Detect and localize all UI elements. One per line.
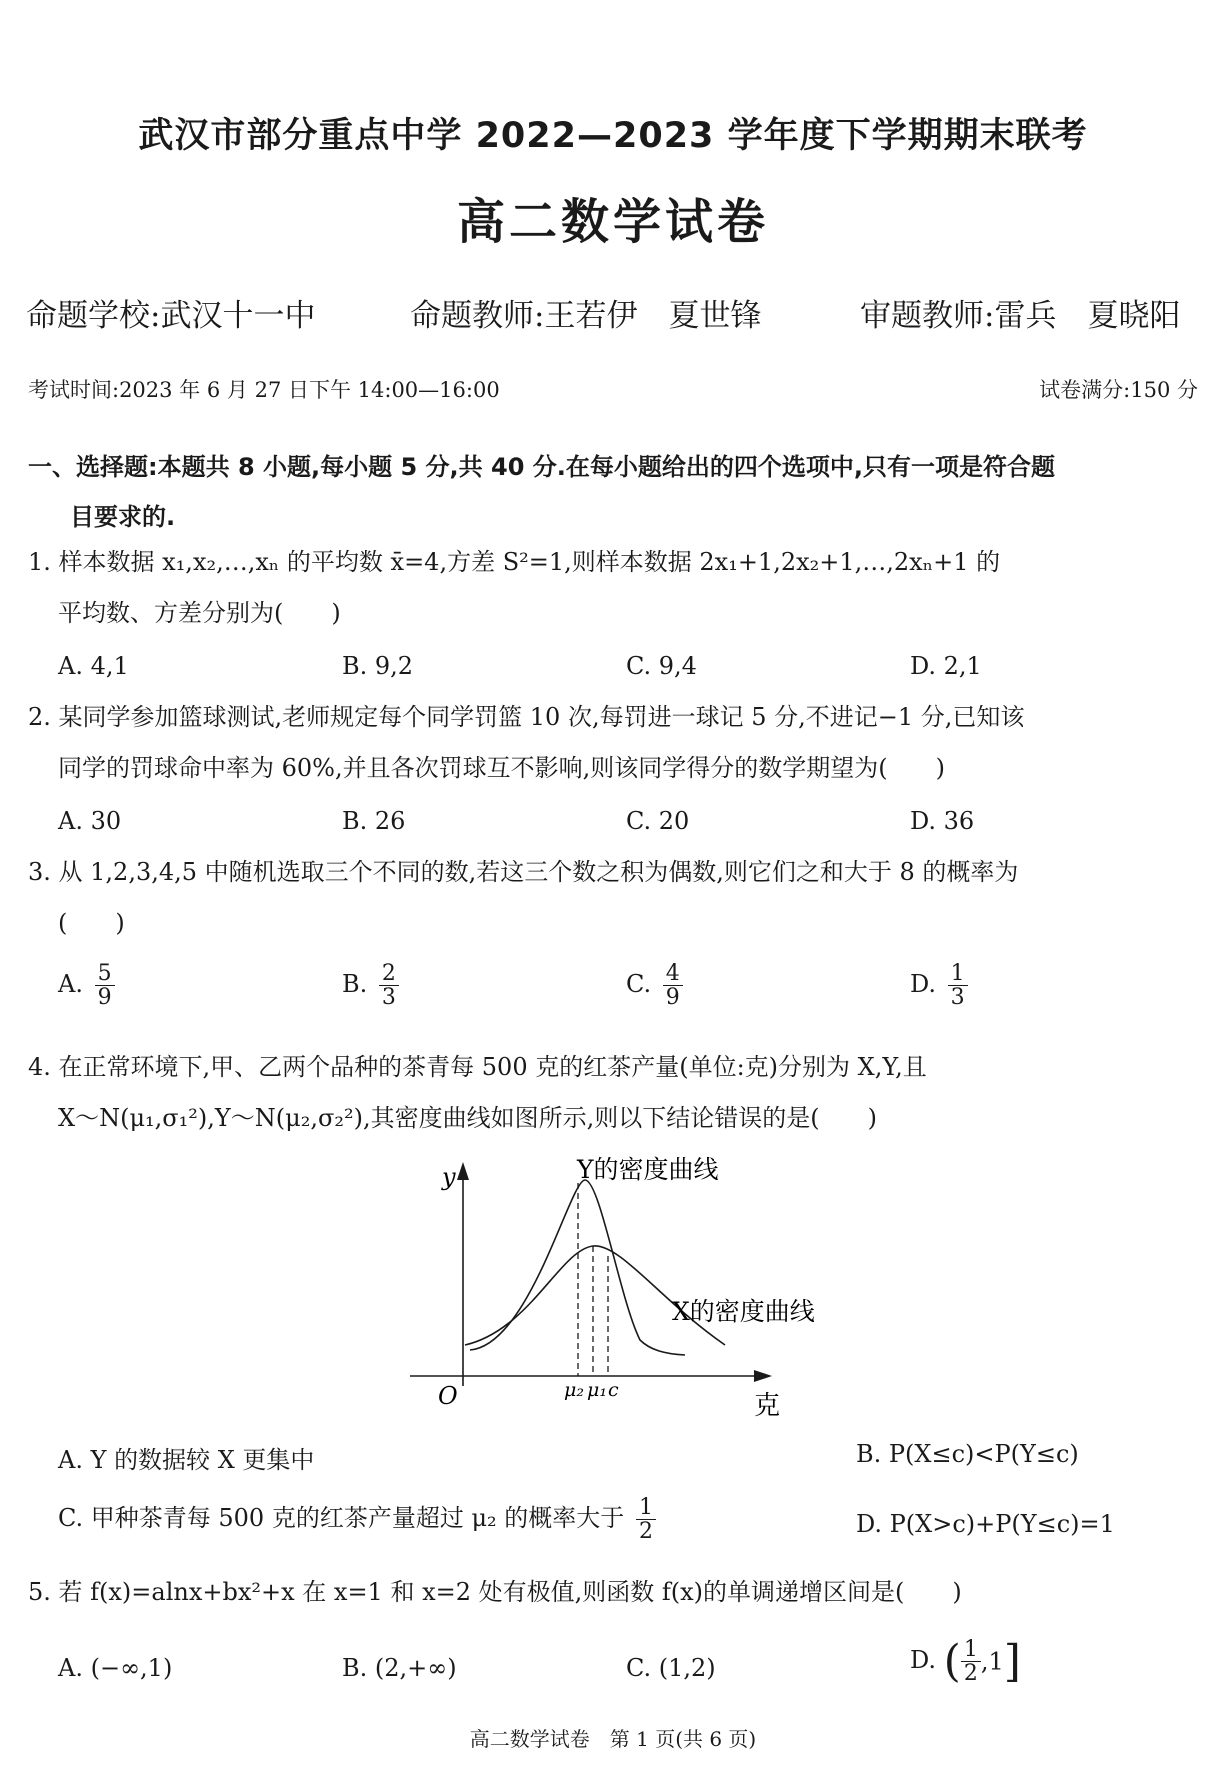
q2-line1: 2. 某同学参加篮球测试,老师规定每个同学罚篮 10 次,每罚进一球记 5 分,不进记−1 分,已知该 [28,703,1025,731]
origin-label: O [438,1382,458,1410]
q2-option-b: B. 26 [342,807,406,835]
q4-option-c-text: C. 甲种茶青每 500 克的红茶产量超过 μ₂ 的概率大于 [58,1504,625,1533]
q3-option-d [910,962,968,1009]
q3-option-d-num: 1 [948,962,968,986]
q3-option-c-num: 4 [663,962,683,986]
q5-option-d-tail: ,1 [980,1647,1004,1676]
density-curves-figure [410,1150,870,1420]
q5-line1: 5. 若 f(x)=alnx+bx²+x 在 x=1 和 x=2 处有极值,则函数 f(x)的单调递增区间是( ) [28,1578,962,1606]
q5-option-d-den: 2 [963,1661,978,1686]
q3-option-a-label: A. [58,970,83,999]
q3-option-d-den: 3 [950,985,965,1011]
q3-option-c-den: 9 [665,985,680,1011]
meta-reviewers: 审题教师:雷兵 夏晓阳 [860,298,1181,334]
q5-option-b: B. (2,+∞) [342,1654,457,1682]
q2-option-a: A. 30 [58,807,122,835]
q4-option-c-num: 1 [636,1496,656,1520]
x-curve-label: X的密度曲线 [672,1297,815,1326]
q3-option-a-den: 9 [97,985,112,1011]
y-curve-label: Y的密度曲线 [577,1155,719,1184]
q3-option-b [342,962,399,1009]
q3-line1: 3. 从 1,2,3,4,5 中随机选取三个不同的数,若这三个数之积为偶数,则它们之和大于 8 的概率为 [28,858,1019,886]
q5-option-d-open-paren: ( [943,1636,961,1687]
q3-option-c-label: C. [626,970,652,999]
y-axis-label: y [442,1163,456,1191]
q3-line2: ( ) [58,909,125,937]
q3-option-b-label: B. [342,970,368,999]
q3-option-a [58,962,115,1009]
tick-mu1: μ₁ [587,1379,607,1401]
q1-line1: 1. 样本数据 x₁,x₂,…,xₙ 的平均数 x̄=4,方差 S²=1,则样本数据 2x₁+1,2x₂+1,…,2xₙ+1 的 [28,548,1001,576]
q5-option-a: A. (−∞,1) [58,1654,173,1682]
y-axis-arrow [457,1162,469,1180]
q1-option-d: D. 2,1 [910,652,982,680]
exam-score: 试卷满分:150 分 [1039,378,1198,402]
q4-option-b: B. P(X≤c)<P(Y≤c) [856,1440,1079,1468]
q2-line2: 同学的罚球命中率为 60%,并且各次罚球互不影响,则该同学得分的数学期望为( ) [58,754,945,782]
exam-subtitle: 高二数学试卷 [456,194,769,250]
q5-option-c: C. (1,2) [626,1654,716,1682]
tick-c: c [608,1379,619,1401]
q1-option-c: C. 9,4 [626,652,697,680]
q1-line2: 平均数、方差分别为( ) [58,599,341,627]
q3-option-a-num: 5 [95,962,115,986]
q5-option-d-label: D. [910,1646,937,1674]
q4-line2: X～N(μ₁,σ₁²),Y～N(μ₂,σ₂²),其密度曲线如图所示,则以下结论错误的是( ) [58,1104,877,1132]
q3-option-c [626,962,683,1009]
q4-option-d: D. P(X>c)+P(Y≤c)=1 [856,1510,1115,1538]
x-axis-label: 克 [754,1391,781,1420]
q3-option-d-fraction [948,962,968,1009]
q3-option-b-den: 3 [381,985,396,1011]
q3-option-a-fraction [95,962,115,1009]
exam-title: 武汉市部分重点中学 2022—2023 学年度下学期期末联考 [138,116,1088,156]
q2-option-d: D. 36 [910,807,975,835]
q3-option-d-label: D. [910,970,937,999]
section-heading-line1: 一、选择题:本题共 8 小题,每小题 5 分,共 40 分.在每小题给出的四个选项中,只有一项是符合题 [28,453,1055,481]
q3-option-b-num: 2 [379,962,399,986]
q4-option-a: A. Y 的数据较 X 更集中 [58,1446,315,1474]
q5-option-d-close-bracket: ] [1003,1636,1021,1687]
meta-school: 命题学校:武汉十一中 [26,298,316,334]
q2-option-c: C. 20 [626,807,690,835]
q4-option-c-den: 2 [638,1519,653,1545]
section-heading-line2: 目要求的. [70,503,176,531]
tick-mu2: μ₂ [564,1379,584,1401]
q4-line1: 4. 在正常环境下,甲、乙两个品种的茶青每 500 克的红茶产量(单位:克)分别为 X,Y,且 [28,1053,927,1081]
q5-option-d-fraction [961,1638,981,1685]
q1-option-b: B. 9,2 [342,652,414,680]
exam-time: 考试时间:2023 年 6 月 27 日下午 14:00—16:00 [28,378,500,402]
q3-option-b-fraction [379,962,399,1009]
q4-option-c-fraction [636,1496,656,1543]
meta-teachers: 命题教师:王若伊 夏世锋 [410,298,762,334]
page-footer: 高二数学试卷 第 1 页(共 6 页) [469,1727,757,1751]
q4-option-c [58,1496,656,1543]
q1-option-a: A. 4,1 [58,652,129,680]
q5-option-d-num: 1 [961,1638,981,1662]
q3-option-c-fraction [663,962,683,1009]
q5-option-d [910,1636,1021,1687]
x-axis-arrow [754,1370,772,1382]
